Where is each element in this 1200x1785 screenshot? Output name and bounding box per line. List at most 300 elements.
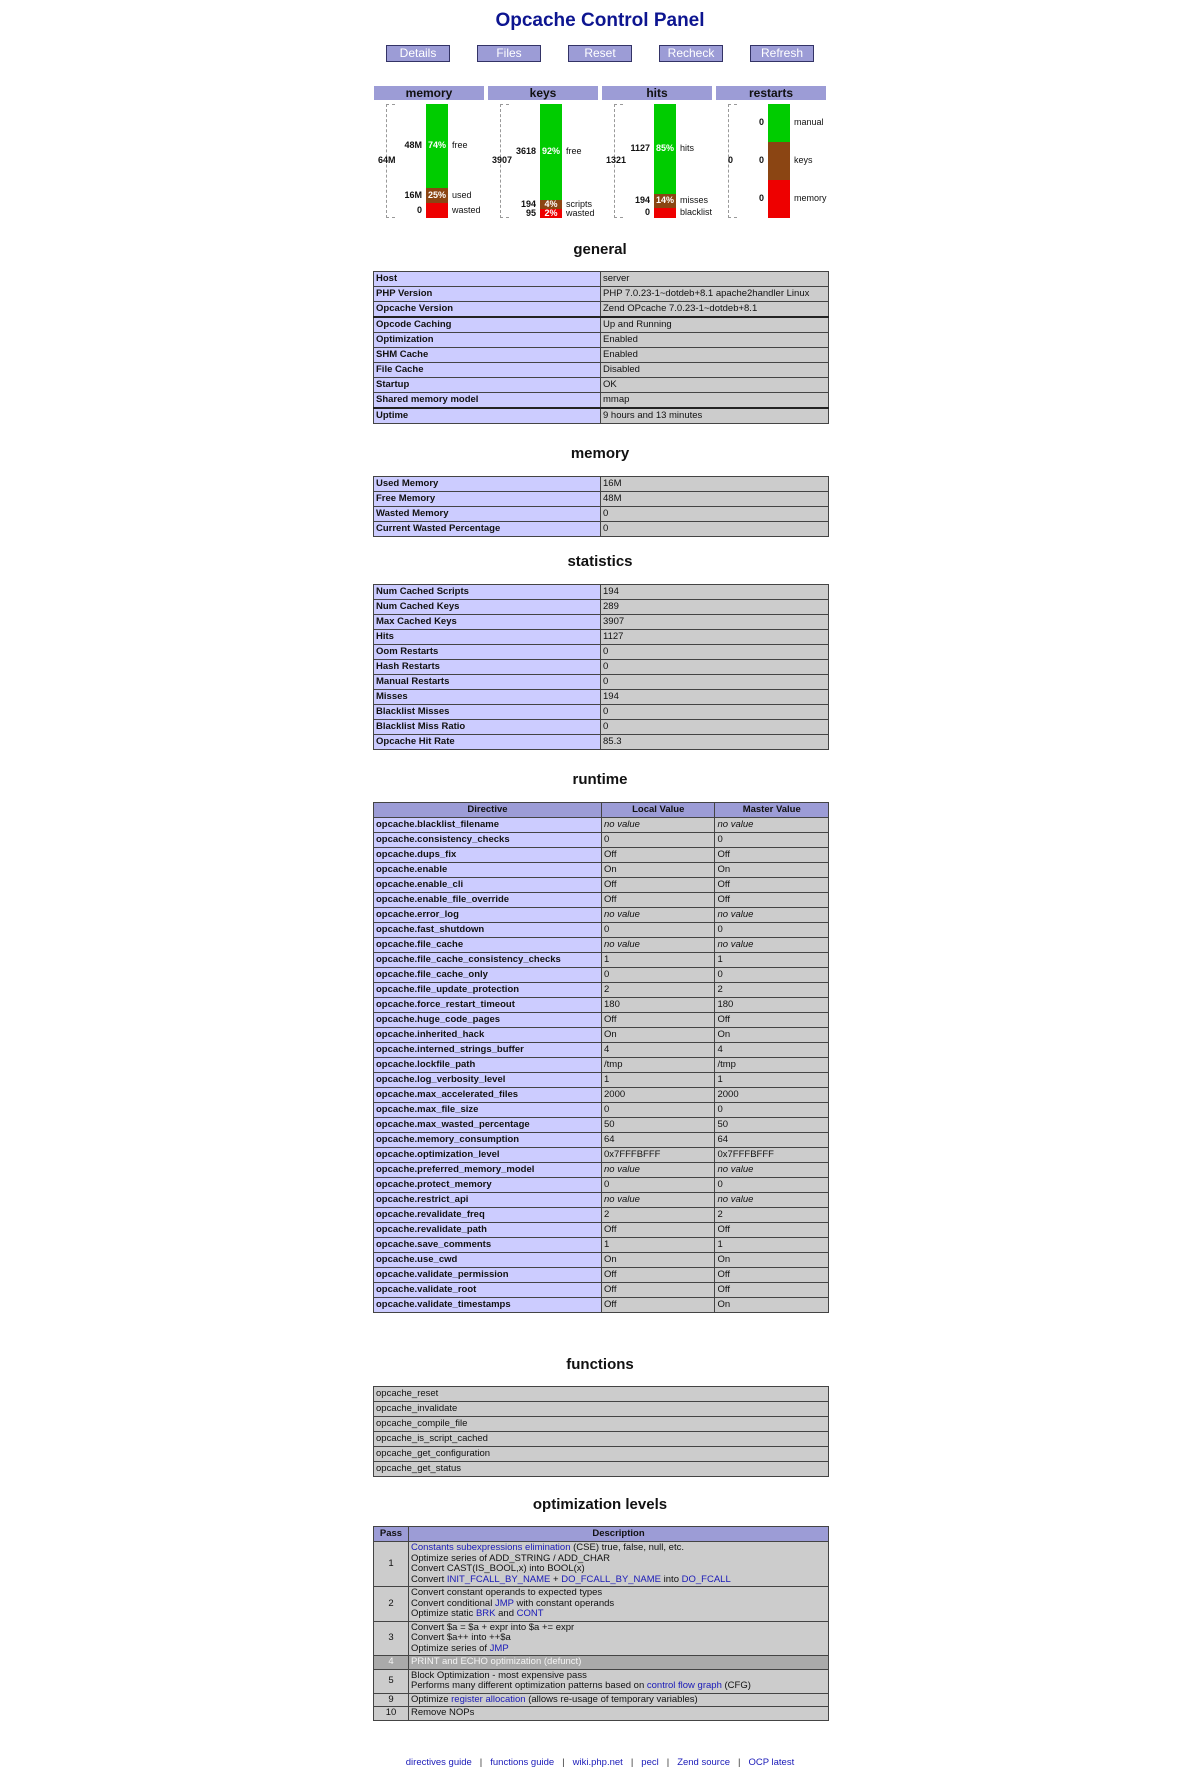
function-name: opcache_get_status — [374, 1462, 829, 1477]
table-row — [374, 908, 829, 923]
directive-name: opcache.save_comments — [374, 1238, 602, 1253]
table-row — [374, 477, 829, 492]
table-row — [374, 1253, 829, 1268]
master-value: Off — [715, 1223, 829, 1238]
directive-name: opcache.protect_memory — [374, 1178, 602, 1193]
table-row — [374, 600, 829, 615]
footer-link[interactable]: functions guide — [490, 1757, 555, 1768]
details-button[interactable]: Details — [386, 45, 450, 62]
table-header-row — [374, 1527, 829, 1542]
table-row — [374, 1238, 829, 1253]
table-row — [374, 522, 829, 537]
master-value: 0 — [715, 1178, 829, 1193]
graph-bar — [426, 104, 448, 218]
directive-name: opcache.validate_root — [374, 1283, 602, 1298]
table-row — [374, 1693, 829, 1707]
row-label: Uptime — [374, 408, 601, 424]
master-value: 4 — [715, 1043, 829, 1058]
local-value: 0 — [602, 1103, 715, 1118]
row-label: Hits — [374, 630, 601, 645]
row-label: Opcode Caching — [374, 317, 601, 333]
pass-number: 1 — [374, 1542, 409, 1587]
directive-name: opcache.fast_shutdown — [374, 923, 602, 938]
pass-number: 5 — [374, 1669, 409, 1693]
description-text: Convert — [411, 1573, 447, 1585]
table-row — [374, 507, 829, 522]
graph-segment-label: used — [452, 189, 472, 200]
local-value: Off — [602, 1283, 715, 1298]
table-row — [374, 1462, 829, 1477]
local-value: 4 — [602, 1043, 715, 1058]
function-name: opcache_invalidate — [374, 1402, 829, 1417]
master-value: no value — [715, 1193, 829, 1208]
directive-name: opcache.interned_strings_buffer — [374, 1043, 602, 1058]
directive-name: opcache.file_cache_consistency_checks — [374, 953, 602, 968]
row-value: 194 — [601, 585, 829, 600]
local-value: Off — [602, 1013, 715, 1028]
master-value: On — [715, 1028, 829, 1043]
graph-restarts — [716, 86, 826, 220]
row-value: PHP 7.0.23-1~dotdeb+8.1 apache2handler Linux — [601, 287, 829, 302]
table-row — [374, 675, 829, 690]
pass-number: 4 — [374, 1656, 409, 1670]
graph-segment-label: free — [452, 140, 468, 150]
row-label: Host — [374, 272, 601, 287]
row-value: 0 — [601, 522, 829, 537]
directive-name: opcache.preferred_memory_model — [374, 1163, 602, 1178]
graph-title: keys — [488, 86, 598, 100]
table-row — [374, 1387, 829, 1402]
footer-link[interactable]: OCP latest — [748, 1757, 795, 1768]
row-value: 3907 — [601, 615, 829, 630]
master-value: 2000 — [715, 1088, 829, 1103]
row-label: Manual Restarts — [374, 675, 601, 690]
table-row — [374, 363, 829, 378]
local-value: 0x7FFFBFFF — [602, 1148, 715, 1163]
runtime-table — [373, 802, 829, 1313]
reset-button[interactable]: Reset — [568, 45, 632, 62]
master-value: 1 — [715, 953, 829, 968]
master-value: no value — [715, 818, 829, 833]
footer-link[interactable]: directives guide — [405, 1757, 472, 1768]
row-value: 48M — [601, 492, 829, 507]
table-row — [374, 1587, 829, 1622]
row-value: 1127 — [601, 630, 829, 645]
master-value: 0 — [715, 1103, 829, 1118]
directive-name: opcache.blacklist_filename — [374, 818, 602, 833]
directive-name: opcache.file_cache — [374, 938, 602, 953]
graph-segment-value: 194 — [520, 198, 536, 209]
graph-total: 3907 — [492, 155, 513, 165]
directive-name: opcache.enable_cli — [374, 878, 602, 893]
runtime-heading: runtime — [572, 771, 628, 788]
doc-link[interactable]: JMP — [489, 1642, 509, 1654]
table-row — [374, 1283, 829, 1298]
files-button[interactable]: Files — [477, 45, 541, 62]
row-label: File Cache — [374, 363, 601, 378]
doc-link[interactable]: Constants subexpressions elimination — [411, 1542, 571, 1553]
graph-keys — [488, 86, 598, 220]
doc-link[interactable]: register allocation — [451, 1693, 526, 1705]
directive-name: opcache.validate_timestamps — [374, 1298, 602, 1313]
row-label: Blacklist Miss Ratio — [374, 720, 601, 735]
directive-name: opcache.memory_consumption — [374, 1133, 602, 1148]
doc-link[interactable]: DO_FCALL — [681, 1573, 731, 1585]
pass-number: 10 — [374, 1707, 409, 1721]
table-row — [374, 1133, 829, 1148]
table-row — [374, 893, 829, 908]
pass-description — [409, 1656, 829, 1670]
table-row — [374, 1073, 829, 1088]
table-row — [374, 1118, 829, 1133]
table-row — [374, 393, 829, 409]
graph-segment-percent: 14% — [655, 195, 674, 205]
graph-segment-label: keys — [794, 155, 813, 165]
directive-name: opcache.consistency_checks — [374, 833, 602, 848]
table-row — [374, 1621, 829, 1656]
table-row — [374, 287, 829, 302]
graph-segment-value: 0 — [416, 204, 422, 215]
local-value: no value — [602, 938, 715, 953]
statistics-heading: statistics — [567, 553, 633, 570]
doc-link[interactable]: INIT_FCALL_BY_NAME — [446, 1573, 551, 1585]
table-row — [374, 1028, 829, 1043]
table-row — [374, 1088, 829, 1103]
description-text: Optimize — [411, 1693, 452, 1705]
description-text: and — [495, 1608, 517, 1619]
local-value: 2 — [602, 983, 715, 998]
directive-name: opcache.max_file_size — [374, 1103, 602, 1118]
directive-name: opcache.use_cwd — [374, 1253, 602, 1268]
table-row — [374, 833, 829, 848]
local-value: Off — [602, 893, 715, 908]
graph-bar — [540, 104, 562, 218]
local-value: no value — [602, 818, 715, 833]
master-value: no value — [715, 1163, 829, 1178]
directive-name: opcache.revalidate_freq — [374, 1208, 602, 1223]
description-text: Optimize series of ADD_STRING / ADD_CHAR — [411, 1552, 611, 1564]
description-text: with constant operands — [513, 1597, 615, 1609]
separator: | — [630, 1757, 634, 1768]
row-value: Zend OPcache 7.0.23-1~dotdeb+8.1 — [601, 302, 829, 318]
local-value: 2 — [602, 1208, 715, 1223]
column-header: Pass — [374, 1527, 409, 1542]
graph-segment-percent: 85% — [655, 143, 674, 153]
master-value: 50 — [715, 1118, 829, 1133]
graph-segment-value: 48M — [404, 140, 422, 150]
master-value: On — [715, 863, 829, 878]
pass-description — [409, 1707, 829, 1721]
master-value: 0 — [715, 968, 829, 983]
master-value: /tmp — [715, 1058, 829, 1073]
optimization-heading: optimization levels — [532, 1496, 668, 1513]
graph-title: restarts — [716, 86, 826, 100]
directive-name: opcache.enable_file_override — [374, 893, 602, 908]
row-value: Enabled — [601, 348, 829, 363]
row-label: Misses — [374, 690, 601, 705]
graph-segment-value: 0 — [758, 155, 764, 165]
table-row — [374, 1043, 829, 1058]
table-row — [374, 938, 829, 953]
local-value: 1 — [602, 1238, 715, 1253]
description-line — [411, 1609, 826, 1620]
footer-link[interactable]: pecl — [641, 1757, 659, 1768]
table-row — [374, 408, 829, 424]
directive-name: opcache.enable — [374, 863, 602, 878]
description-line — [411, 1575, 826, 1586]
graph-segment-label: blacklist — [680, 207, 713, 217]
description-text: Convert $a = $a + expr into $a += expr — [411, 1621, 575, 1633]
graph-segment-label: misses — [680, 195, 709, 205]
table-row — [374, 1298, 829, 1313]
table-row — [374, 735, 829, 750]
description-text: Convert $a++ into ++$a — [411, 1632, 511, 1643]
master-value: 0 — [715, 833, 829, 848]
table-row — [374, 1268, 829, 1283]
row-label: Wasted Memory — [374, 507, 601, 522]
local-value: 0 — [602, 833, 715, 848]
doc-link[interactable]: BRK — [475, 1608, 496, 1619]
directive-name: opcache.force_restart_timeout — [374, 998, 602, 1013]
memory-table — [373, 476, 829, 537]
graph-segment-percent: 4% — [544, 198, 558, 209]
table-row — [374, 705, 829, 720]
refresh-button[interactable]: Refresh — [750, 45, 814, 62]
function-name: opcache_compile_file — [374, 1417, 829, 1432]
directive-name: opcache.restrict_api — [374, 1193, 602, 1208]
local-value: Off — [602, 848, 715, 863]
table-row — [374, 1163, 829, 1178]
table-row — [374, 1148, 829, 1163]
row-value: 0 — [601, 645, 829, 660]
graph-segment-percent: 25% — [427, 189, 446, 200]
graph-segment-label: wasted — [452, 204, 481, 215]
graph-segment-value: 0 — [644, 207, 650, 217]
row-label: Hash Restarts — [374, 660, 601, 675]
table-row — [374, 690, 829, 705]
row-label: Free Memory — [374, 492, 601, 507]
function-name: opcache_get_configuration — [374, 1447, 829, 1462]
local-value: On — [602, 863, 715, 878]
row-label: SHM Cache — [374, 348, 601, 363]
row-label: Used Memory — [374, 477, 601, 492]
description-text: into — [661, 1573, 682, 1585]
separator: | — [738, 1757, 741, 1768]
functions-table — [373, 1386, 829, 1477]
description-text: Convert constant operands to expected types — [411, 1587, 603, 1598]
table-row — [374, 1669, 829, 1693]
master-value: Off — [715, 848, 829, 863]
column-header: Master Value — [715, 803, 829, 818]
master-value: 2 — [715, 983, 829, 998]
description-text: (CSE) true, false, null, etc. — [570, 1542, 684, 1553]
graph-total: 1321 — [606, 155, 627, 165]
footer-link[interactable]: Zend source — [677, 1757, 730, 1768]
table-row — [374, 720, 829, 735]
recheck-button[interactable]: Recheck — [659, 45, 723, 62]
directive-name: opcache.file_cache_only — [374, 968, 602, 983]
local-value: 64 — [602, 1133, 715, 1148]
row-value: 9 hours and 13 minutes — [601, 408, 829, 424]
table-row — [374, 818, 829, 833]
row-value: 289 — [601, 600, 829, 615]
directive-name: opcache.file_update_protection — [374, 983, 602, 998]
local-value: 1 — [602, 1073, 715, 1088]
master-value: 180 — [715, 998, 829, 1013]
row-value: 0 — [601, 507, 829, 522]
master-value: On — [715, 1253, 829, 1268]
local-value: no value — [602, 1163, 715, 1178]
description-line — [411, 1708, 826, 1719]
table-row — [374, 1178, 829, 1193]
local-value: 50 — [602, 1118, 715, 1133]
function-name: opcache_is_script_cached — [374, 1432, 829, 1447]
table-row — [374, 585, 829, 600]
graph-segment-value: 0 — [758, 117, 764, 127]
description-text: Optimize series of — [411, 1642, 490, 1654]
master-value: On — [715, 1298, 829, 1313]
separator: | — [479, 1757, 483, 1768]
graph-segment-value: 194 — [634, 195, 650, 205]
pass-number: 2 — [374, 1587, 409, 1622]
local-value: 0 — [602, 968, 715, 983]
pass-number: 3 — [374, 1621, 409, 1656]
local-value: /tmp — [602, 1058, 715, 1073]
row-value: server — [601, 272, 829, 287]
description-line — [411, 1695, 826, 1706]
footer-links — [0, 1757, 1200, 1768]
graph-segment-label: wasted — [566, 207, 595, 218]
master-value: Off — [715, 1013, 829, 1028]
master-value: Off — [715, 893, 829, 908]
row-value: Disabled — [601, 363, 829, 378]
pass-description — [409, 1621, 829, 1656]
table-header-row — [374, 803, 829, 818]
master-value: Off — [715, 1283, 829, 1298]
graph-segment-memory — [768, 180, 790, 218]
table-row — [374, 645, 829, 660]
master-value: 1 — [715, 1238, 829, 1253]
directive-name: opcache.dups_fix — [374, 848, 602, 863]
table-row — [374, 953, 829, 968]
row-label: Shared memory model — [374, 393, 601, 409]
description-text: PRINT and ECHO optimization (defunct) — [411, 1656, 582, 1667]
directive-name: opcache.optimization_level — [374, 1148, 602, 1163]
page-title: Opcache Control Panel — [495, 10, 705, 31]
graph-segment-value: 95 — [525, 207, 536, 218]
graph-segment-percent: 74% — [427, 140, 446, 150]
row-label: Blacklist Misses — [374, 705, 601, 720]
directive-name: opcache.error_log — [374, 908, 602, 923]
row-label: Opcache Version — [374, 302, 601, 318]
graph-segment-wasted — [426, 203, 448, 218]
graph-segment-label: free — [566, 146, 582, 156]
doc-link[interactable]: control flow graph — [646, 1680, 722, 1691]
menu-bar — [0, 45, 1200, 62]
pass-description — [409, 1587, 829, 1622]
graph-segment-value: 0 — [758, 193, 764, 203]
table-row — [374, 272, 829, 287]
pass-description — [409, 1542, 829, 1587]
memory-heading: memory — [570, 445, 630, 462]
graph-segment-percent: 2% — [544, 207, 558, 218]
local-value: Off — [602, 1268, 715, 1283]
graph-segment-manual — [768, 104, 790, 142]
local-value: 180 — [602, 998, 715, 1013]
column-header: Local Value — [602, 803, 715, 818]
row-label: Max Cached Keys — [374, 615, 601, 630]
table-row — [374, 333, 829, 348]
local-value: 0 — [602, 923, 715, 938]
description-line — [411, 1681, 826, 1692]
table-row — [374, 1542, 829, 1587]
optimization-table — [373, 1526, 829, 1721]
description-text: Block Optimization - most expensive pass — [411, 1669, 587, 1681]
table-row — [374, 1223, 829, 1238]
directive-name: opcache.lockfile_path — [374, 1058, 602, 1073]
graph-segment-label: manual — [794, 117, 824, 127]
graph-segment-keys — [768, 142, 790, 180]
table-row — [374, 1432, 829, 1447]
directive-name: opcache.log_verbosity_level — [374, 1073, 602, 1088]
graph-title: memory — [374, 86, 484, 100]
master-value: 64 — [715, 1133, 829, 1148]
table-row — [374, 1103, 829, 1118]
table-row — [374, 863, 829, 878]
table-row — [374, 1013, 829, 1028]
row-label: Opcache Hit Rate — [374, 735, 601, 750]
description-text: Convert conditional — [411, 1597, 495, 1609]
doc-link[interactable]: CONT — [516, 1608, 544, 1619]
doc-link[interactable]: JMP — [494, 1597, 514, 1609]
master-value: 1 — [715, 1073, 829, 1088]
description-text: Remove NOPs — [411, 1707, 475, 1718]
master-value: Off — [715, 1268, 829, 1283]
pass-description — [409, 1669, 829, 1693]
table-row — [374, 968, 829, 983]
master-value: no value — [715, 908, 829, 923]
row-value: Up and Running — [601, 317, 829, 333]
row-value: Enabled — [601, 333, 829, 348]
row-label: Num Cached Scripts — [374, 585, 601, 600]
graph-segment-label: scripts — [566, 198, 593, 209]
table-row — [374, 848, 829, 863]
table-row — [374, 317, 829, 333]
graph-bar — [654, 104, 676, 218]
row-label: Current Wasted Percentage — [374, 522, 601, 537]
table-row — [374, 1402, 829, 1417]
row-label: PHP Version — [374, 287, 601, 302]
local-value: 1 — [602, 953, 715, 968]
description-text: (CFG) — [721, 1680, 751, 1691]
graph-total: 0 — [728, 155, 734, 165]
directive-name: opcache.revalidate_path — [374, 1223, 602, 1238]
doc-link[interactable]: DO_FCALL_BY_NAME — [561, 1573, 662, 1585]
pass-number: 9 — [374, 1693, 409, 1707]
table-row — [374, 630, 829, 645]
column-header: Directive — [374, 803, 602, 818]
graph-segment-value: 3618 — [515, 146, 536, 156]
table-row — [374, 615, 829, 630]
table-row — [374, 492, 829, 507]
description-text: Convert CAST(IS_BOOL,x) into BOOL(x) — [411, 1563, 585, 1574]
description-text: Performs many different optimization patterns based on — [411, 1680, 647, 1691]
graph-memory — [374, 86, 484, 220]
row-value: mmap — [601, 393, 829, 409]
footer-link[interactable]: wiki.php.net — [572, 1757, 623, 1768]
general-heading: general — [573, 241, 627, 258]
separator: | — [562, 1757, 565, 1768]
